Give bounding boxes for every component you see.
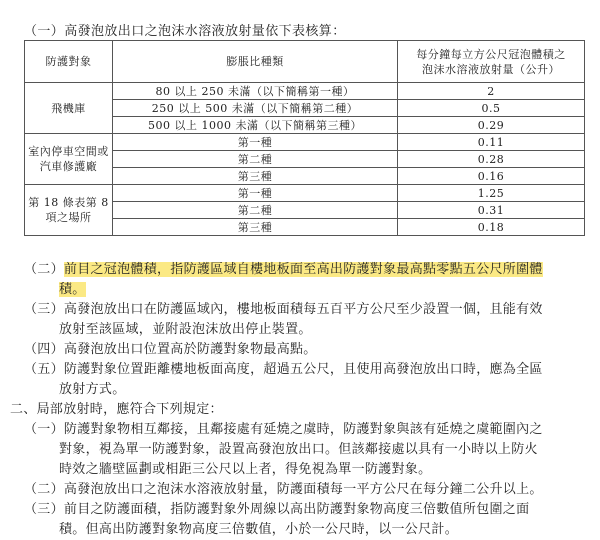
paragraph-line: （二）高發泡放出口之泡沫水溶液放射量，防護面積每一平方公尺在每分鐘二公升以上。 [24, 482, 543, 497]
paragraph-line: 放射方式。 [59, 382, 126, 397]
type-cell: 第二種 [113, 151, 398, 168]
paragraph-marker: （二） [24, 262, 64, 277]
target-label-line1: 第 18 條表第 8 [28, 196, 109, 209]
value-cell: 0.31 [398, 202, 585, 219]
paragraph-5 [24, 360, 543, 400]
value-cell: 1.25 [398, 185, 585, 202]
paragraph-3 [24, 300, 543, 340]
highlighted-text: 積。 [59, 282, 86, 297]
table-row [25, 185, 585, 202]
value-cell: 0.29 [398, 117, 585, 134]
target-cell [25, 134, 113, 185]
subparagraph-3 [24, 500, 529, 540]
header-discharge-rate-line2: 泡沫水溶液放射量（公升） [422, 62, 560, 76]
foam-discharge-table [24, 40, 585, 236]
type-cell: 第三種 [113, 219, 398, 236]
paragraph-line: 放射至該區域，並附設泡沫放出停止裝置。 [59, 322, 312, 337]
type-cell: 80 以上 250 未滿（以下簡稱第一種） [113, 83, 398, 100]
value-cell: 0.5 [398, 100, 585, 117]
subparagraph-1 [24, 420, 543, 480]
type-cell: 第一種 [113, 185, 398, 202]
type-cell: 第三種 [113, 168, 398, 185]
highlighted-text: 前目之冠泡體積，指防護區域自樓地板面至高出防護對象最高點零點五公尺所圍體 [63, 262, 543, 277]
type-cell: 500 以上 1000 未滿（以下簡稱第三種） [113, 117, 398, 134]
subparagraph-2 [24, 480, 543, 500]
paragraph-line: 時效之牆壁區劃或相距三公尺以上者，得免視為單一防護對象。 [59, 462, 432, 477]
value-cell: 0.11 [398, 134, 585, 151]
paragraph-line: 二、局部放射時，應符合下列規定： [10, 402, 223, 417]
table-row [25, 83, 585, 100]
target-label-line1: 室內停車空間或 [28, 145, 109, 158]
target-label-line2: 汽車修護廠 [39, 160, 98, 173]
paragraph-line: （三）前目之防護面積，指防護對象外周線以高出防護對象物高度三倍數值所包圍之面 [24, 502, 530, 517]
target-cell [25, 83, 113, 134]
header-protection-target: 防護對象 [25, 41, 113, 83]
paragraph-line: （四）高發泡放出口位置高於防護對象物最高點。 [24, 342, 317, 357]
section-heading: （一）高發泡放出口之泡沫水溶液放射量依下表核算： [24, 24, 346, 39]
value-cell: 0.16 [398, 168, 585, 185]
value-cell: 2 [398, 83, 585, 100]
header-expansion-ratio: 膨脹比種類 [113, 41, 398, 83]
paragraph-4 [24, 340, 317, 360]
type-cell: 250 以上 500 未滿（以下簡稱第二種） [113, 100, 398, 117]
target-cell [25, 185, 113, 236]
paragraph-line: 對象，視為單一防護對象，設置高發泡放出口。但該鄰接處以具有一小時以上防火 [59, 442, 538, 457]
header-discharge-rate-line1: 每分鐘每立方公尺冠泡體積之 [416, 47, 566, 61]
target-label: 飛機庫 [51, 101, 86, 115]
header-discharge-rate [398, 41, 585, 83]
section-2-heading [10, 400, 223, 420]
paragraph-line: 積。但高出防護對象物高度三倍數值，小於一公尺時，以一公尺計。 [59, 522, 459, 537]
table-row [25, 134, 585, 151]
value-cell: 0.18 [398, 219, 585, 236]
target-label-line2: 項之場所 [45, 211, 92, 224]
paragraph-2 [24, 260, 543, 300]
paragraph-line: （三）高發泡放出口在防護區域內，樓地板面積每五百平方公尺至少設置一個，且能有效 [24, 302, 543, 317]
paragraph-line: （一）防護對象物相互鄰接，且鄰接處有延燒之虞時，防護對象與該有延燒之虞範圍內之 [24, 422, 543, 437]
type-cell: 第一種 [113, 134, 398, 151]
value-cell: 0.28 [398, 151, 585, 168]
paragraph-line: （五）防護對象位置距離樓地板面高度，超過五公尺，且使用高發泡放出口時，應為全區 [24, 362, 543, 377]
type-cell: 第二種 [113, 202, 398, 219]
table-header-row [25, 41, 585, 83]
